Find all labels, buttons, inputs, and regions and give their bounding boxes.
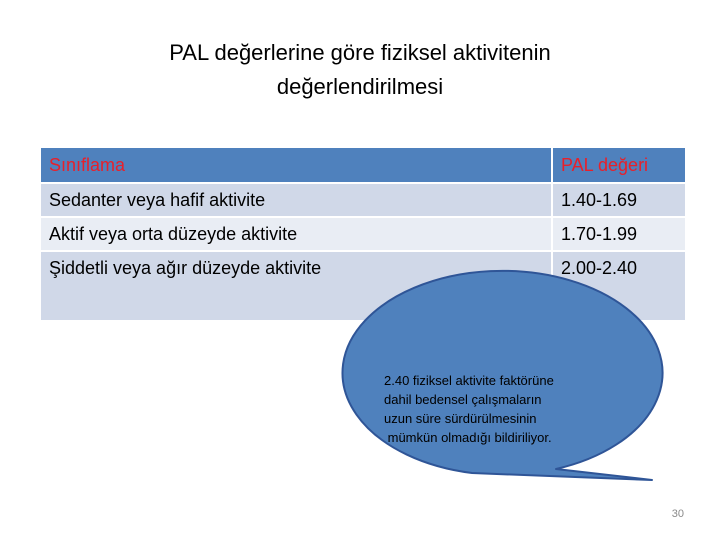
header-pal-value: PAL değeri — [552, 147, 686, 183]
slide-title-line-1: PAL değerlerine göre fiziksel aktivitenin — [169, 40, 551, 65]
header-classification: Sınıflama — [40, 147, 552, 183]
callout-line-2: dahil bedensel çalışmaların — [384, 392, 542, 407]
row-1-classification: Sedanter veya hafif aktivite — [40, 183, 552, 217]
callout-line-4: mümkün olmadığı bildiriliyor. — [384, 430, 552, 445]
callout-text — [384, 371, 634, 447]
row-2-classification: Aktif veya orta düzeyde aktivite — [40, 217, 552, 251]
row-1-pal-value: 1.40-1.69 — [552, 183, 686, 217]
callout-line-3: uzun süre sürdürülmesinin — [384, 411, 537, 426]
row-3-pal-value: 2.00-2.40 — [552, 251, 686, 321]
callout-line-1: 2.40 fiziksel aktivite faktörüne — [384, 373, 554, 388]
slide-title-line-2: değerlendirilmesi — [276, 74, 444, 99]
row-2-pal-value: 1.70-1.99 — [552, 217, 686, 251]
page-number: 30 — [671, 508, 684, 520]
row-3-classification: Şiddetli veya ağır düzeyde aktivite — [40, 251, 552, 321]
